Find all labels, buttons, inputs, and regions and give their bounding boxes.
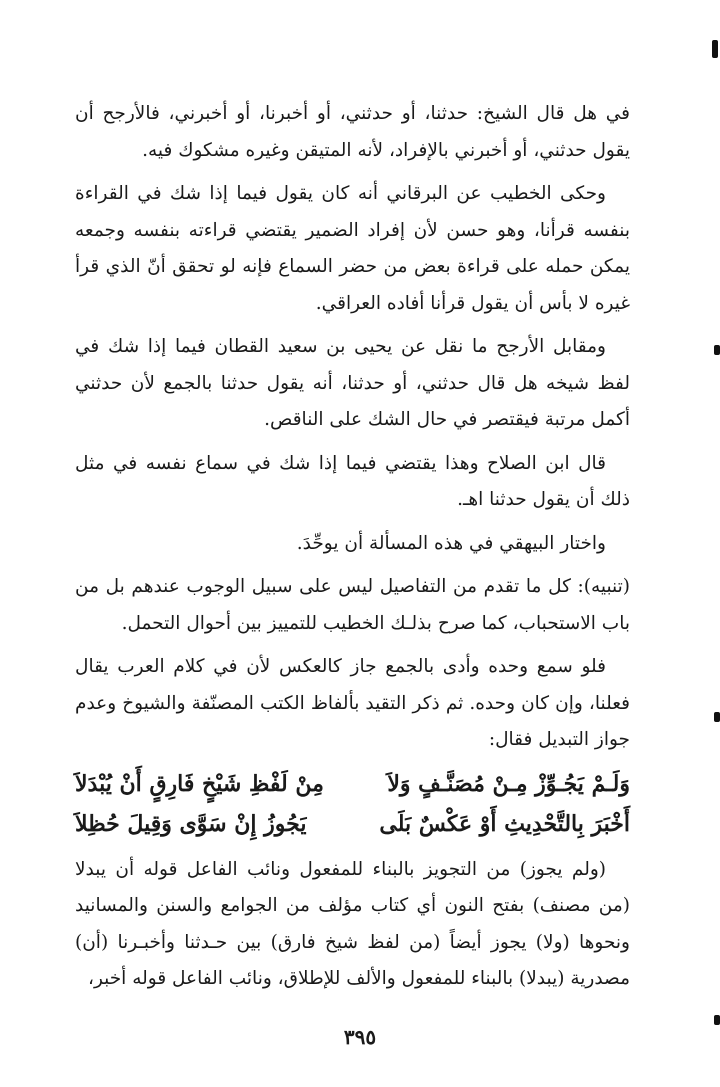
page-number: ٣٩٥ xyxy=(343,1025,377,1049)
scan-edge-mark xyxy=(714,1015,720,1025)
paragraph: (تنبيه): كل ما تقدم من التفاصيل ليس على سبيل الوجوب عندهم بل من باب الاستحباب، كما صرح بذلـك الخطيب للتمييز بين أحوال التحمل. xyxy=(75,576,630,634)
scan-edge-mark xyxy=(712,40,718,58)
paragraph: قال ابن الصلاح وهذا يقتضي فيما إذا شك في سماع نفسه في مثل ذلك أن يقول حدثنا اهـ. xyxy=(75,452,630,510)
verse-hemistich: يَجُوزُ إِنْ سَوَّى وَقِيلَ حُظِلاَ xyxy=(75,810,307,837)
verse-block xyxy=(75,766,630,842)
verse-line xyxy=(75,806,630,842)
paragraph: وحكى الخطيب عن البرقاني أنه كان يقول فيما إذا شك في القراءة بنفسه قرأنا، وهو حسن لأن إفراد الضمير يقتضي قراءته بنفسه وجمعه يمكن حمله على قراءة بعض من حضر السماع فإنه لو تحقق أنّ الذي قرأ غيره لا بأس أن يقول قرأنا أفاده العراقي. xyxy=(75,183,630,314)
paragraph: ومقابل الأرجح ما نقل عن يحيى بن سعيد القطان فيما إذا شك في لفظ شيخه هل قال حدثني، أو حدثنا، أنه يقول حدثنا بالجمع لأن حدثني أكمل مرتبة فيقتصر في حال الشك على الناقص. xyxy=(75,336,630,430)
paragraph: فلو سمع وحده وأدى بالجمع جاز كالعكس لأن في كلام العرب يقال فعلنا، وإن كان وحده. ثم ذكر التقيد بألفاظ الكتب المصنّفة والشيوخ وعدم جواز التبديل فقال: xyxy=(75,656,630,750)
verse-line xyxy=(75,766,630,802)
scan-edge-mark xyxy=(714,345,720,355)
verse-hemistich: مِنْ لَفْظِ شَيْخٍ فَارِقٍ أَنْ يُبْدَلاَ xyxy=(75,770,324,797)
paragraph: واختار البيهقي في هذه المسألة أن يوحِّدَ. xyxy=(296,532,606,554)
scan-edge-mark xyxy=(714,712,720,722)
page-body xyxy=(75,96,630,1005)
commentary-paragraph: (ولم يجوز) من التجويز بالبناء للمفعول ونائب الفاعل قوله أن يبدلا (من مصنف) بفتح النون أي كتاب مؤلف من الجوامع والسنن والمسانيد ونحوها (ولا) يجوز أيضاً (من لفظ شيخ فارق) بين حـدثنا وأخبـرنا (أن) مصدرية (يبدلا) بالبناء للمفعول والألف للإطلاق، ونائب الفاعل قوله أخبر، xyxy=(75,858,630,989)
verse-hemistich: أَخْبَرَ بِالتَّحْدِيثِ أَوْ عَكْسٌ بَلَى xyxy=(379,810,630,837)
paragraph: في هل قال الشيخ: حدثنا، أو حدثني، أو أخبرنا، أو أخبرني، فالأرجح أن يقول حدثني، أو أخبرني بالإفراد، لأنه المتيقن وغيره مشكوك فيه. xyxy=(75,103,630,161)
verse-hemistich: وَلَـمْ يَجُـوِّزْ مِـنْ مُصَنَّـفٍ وَلاَ xyxy=(387,770,630,797)
